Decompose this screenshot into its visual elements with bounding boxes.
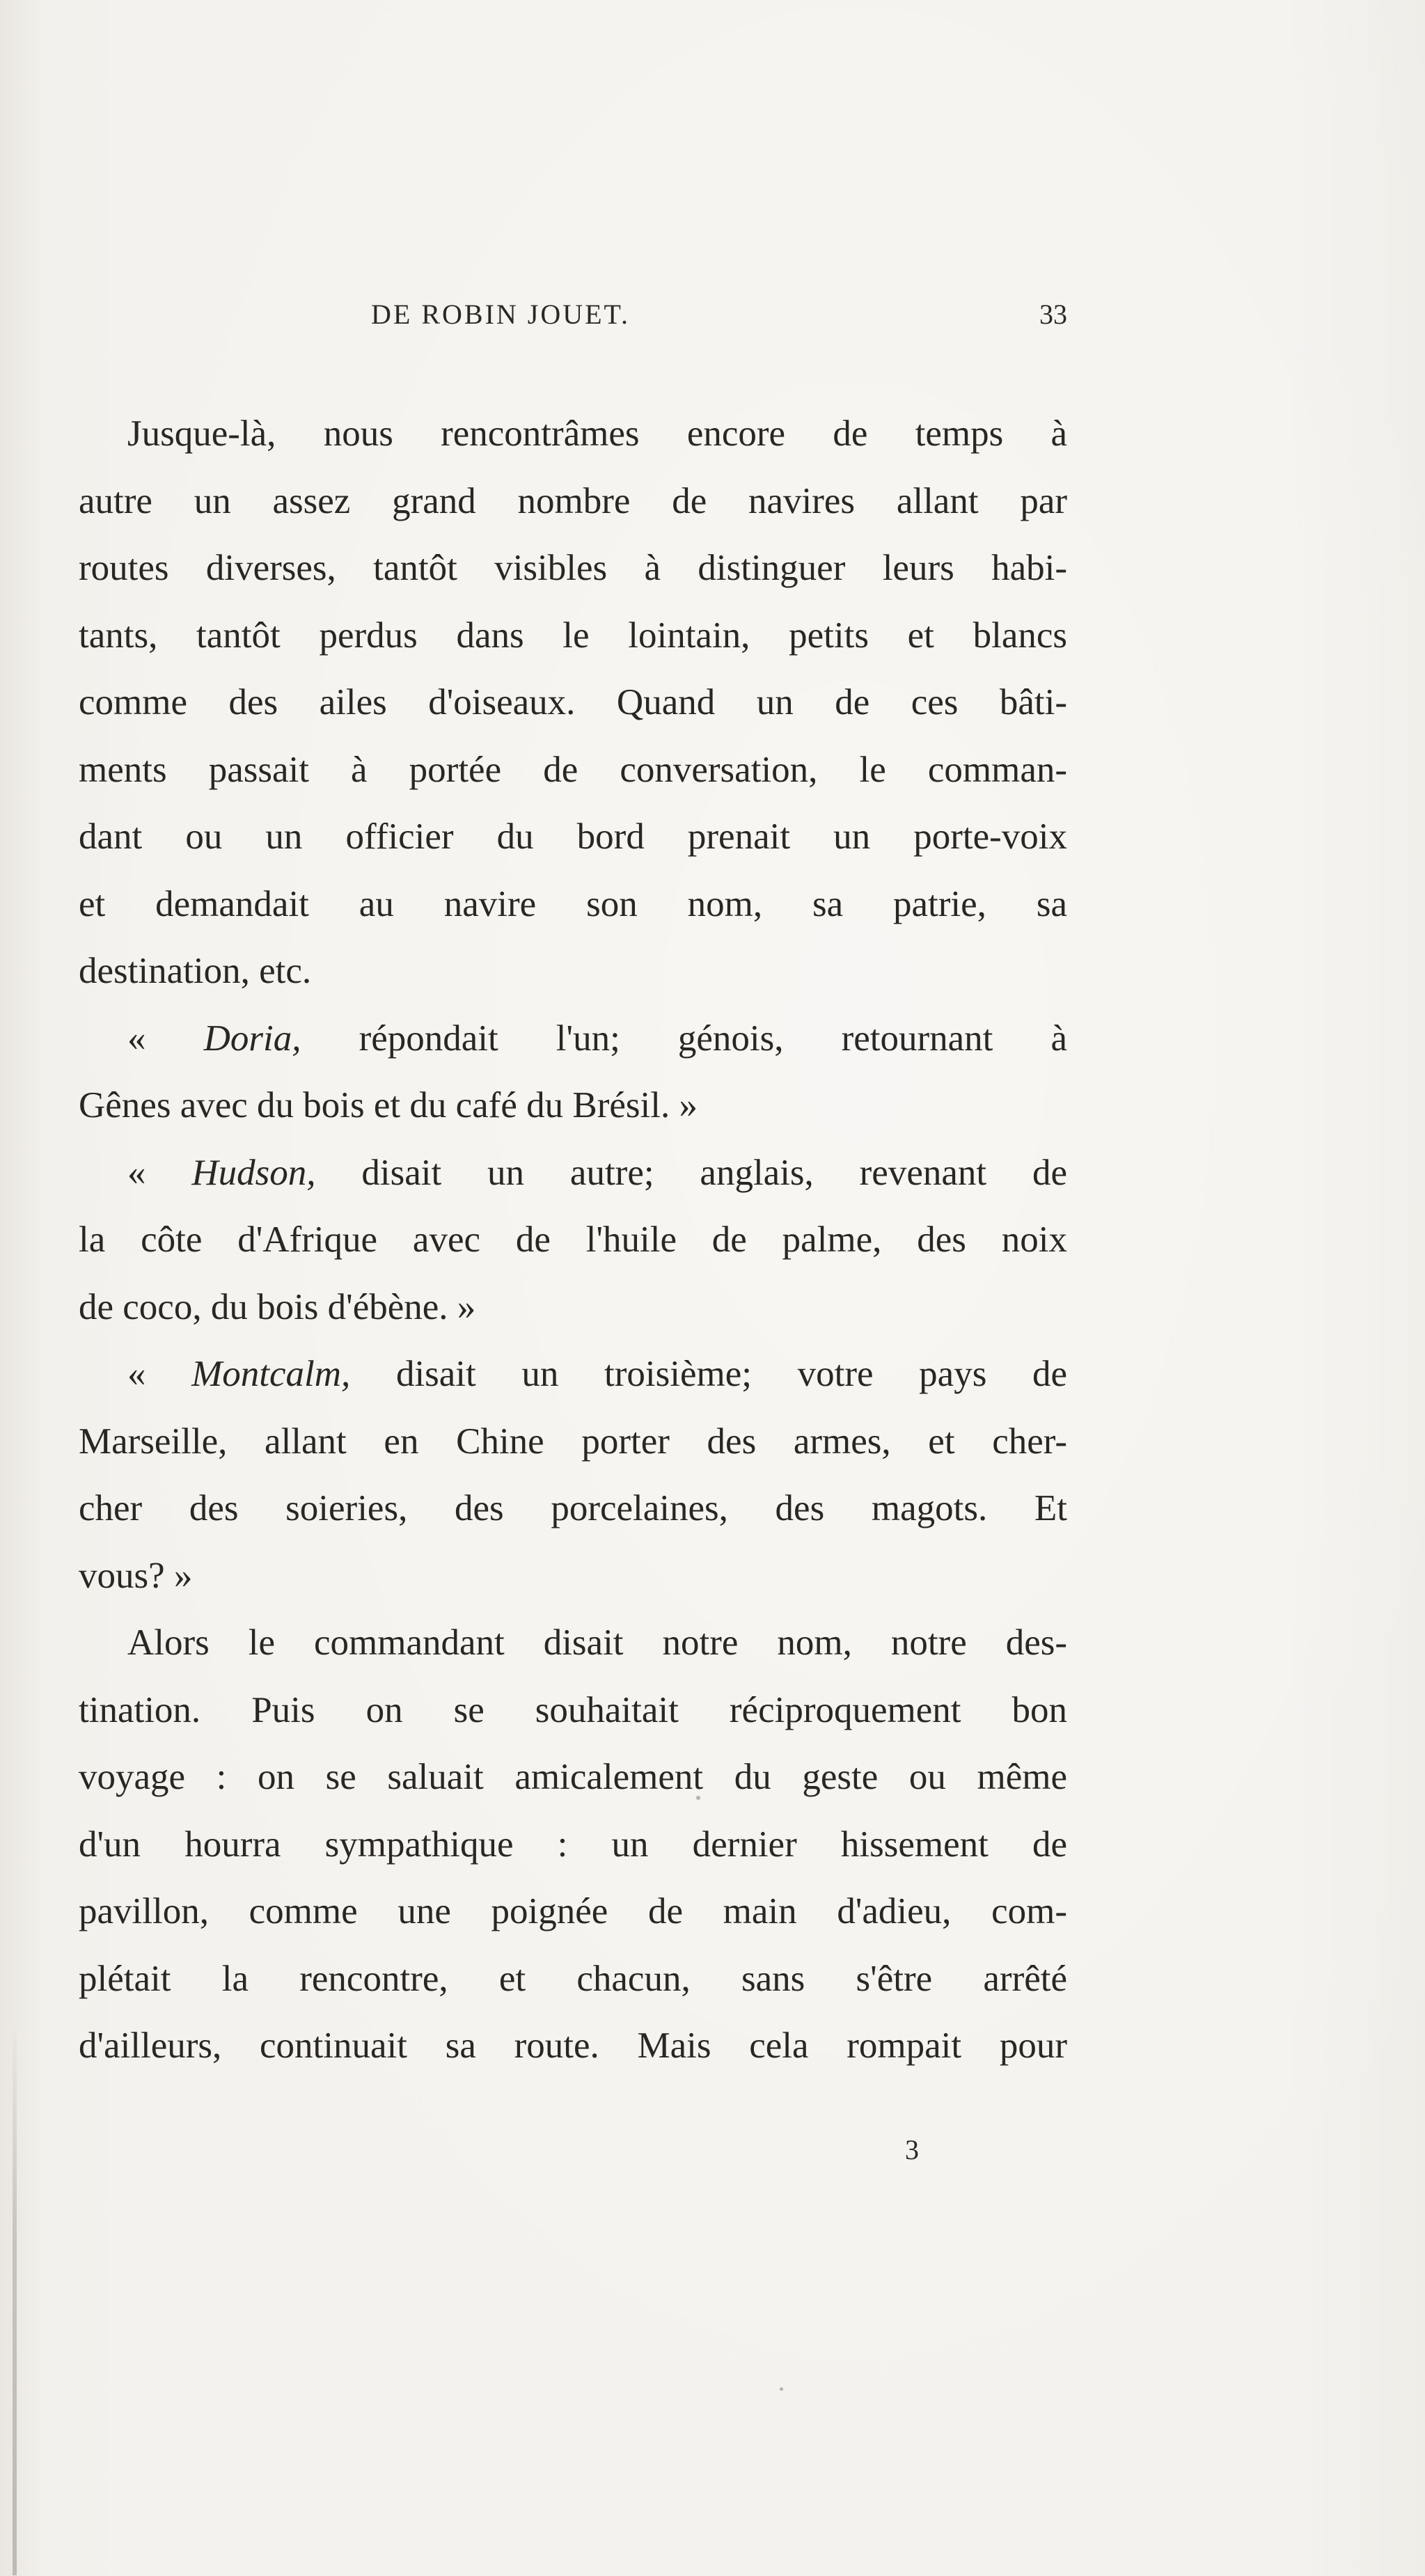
page-number: 33 xyxy=(1039,299,1067,330)
ship-name: Hudson, xyxy=(191,1152,316,1193)
text-line: voyage : on se saluait amicalement du geste ou même xyxy=(79,1757,1067,1797)
text-line: autre un assez grand nombre de navires allant par xyxy=(79,480,1067,521)
text-line: Gênes avec du bois et du café du Brésil. » xyxy=(79,1085,698,1125)
text-line: « Doria, répondait l'un; génois, retournant à xyxy=(127,1018,1067,1059)
text-line: Jusque-là, nous rencontrâmes encore de temps à xyxy=(127,413,1067,454)
text-line: plétait la rencontre, et chacun, sans s'être arrêté xyxy=(79,1958,1067,1999)
text-line: vous? » xyxy=(79,1555,193,1596)
running-title: DE ROBIN JOUET. xyxy=(371,299,631,330)
text-line: dant ou un officier du bord prenait un porte-voix xyxy=(79,816,1067,857)
text-line: ments passait à portée de conversation, le comman- xyxy=(79,749,1067,790)
text-line: Alors le commandant disait notre nom, notre des- xyxy=(127,1622,1067,1663)
text-line: « Hudson, disait un autre; anglais, revenant de xyxy=(127,1152,1067,1193)
ship-name: Montcalm, xyxy=(191,1354,351,1394)
text-line: routes diverses, tantôt visibles à distinguer leurs habi- xyxy=(79,548,1067,588)
running-head xyxy=(79,298,1067,340)
body-text xyxy=(79,400,1067,2080)
text-line: cher des soieries, des porcelaines, des magots. Et xyxy=(79,1488,1067,1528)
text-line: tination. Puis on se souhaitait réciproquement bon xyxy=(79,1689,1067,1730)
text-line: « Montcalm, disait un troisième; votre pays de xyxy=(127,1354,1067,1394)
text-line: d'un hourra sympathique : un dernier hissement de xyxy=(79,1824,1067,1865)
text-line: de coco, du bois d'ébène. » xyxy=(79,1286,476,1327)
paper-speck xyxy=(780,2387,783,2391)
text-line: comme des ailes d'oiseaux. Quand un de ces bâti- xyxy=(79,682,1067,722)
signature-mark: 3 xyxy=(905,2134,919,2165)
text-line: la côte d'Afrique avec de l'huile de palme, des noix xyxy=(79,1219,1067,1260)
text-line: tants, tantôt perdus dans le lointain, petits et blancs xyxy=(79,615,1067,656)
binding-shadow xyxy=(13,2018,17,2575)
ship-name: Doria, xyxy=(203,1018,301,1059)
text-line: destination, etc. xyxy=(79,951,312,991)
text-line: pavillon, comme une poignée de main d'adieu, com- xyxy=(79,1891,1067,1931)
text-line: Marseille, allant en Chine porter des armes, et cher- xyxy=(79,1421,1067,1462)
text-line: et demandait au navire son nom, sa patrie, sa xyxy=(79,883,1067,924)
text-line: d'ailleurs, continuait sa route. Mais cela rompait pour xyxy=(79,2025,1067,2066)
paper-speck xyxy=(696,1796,700,1800)
